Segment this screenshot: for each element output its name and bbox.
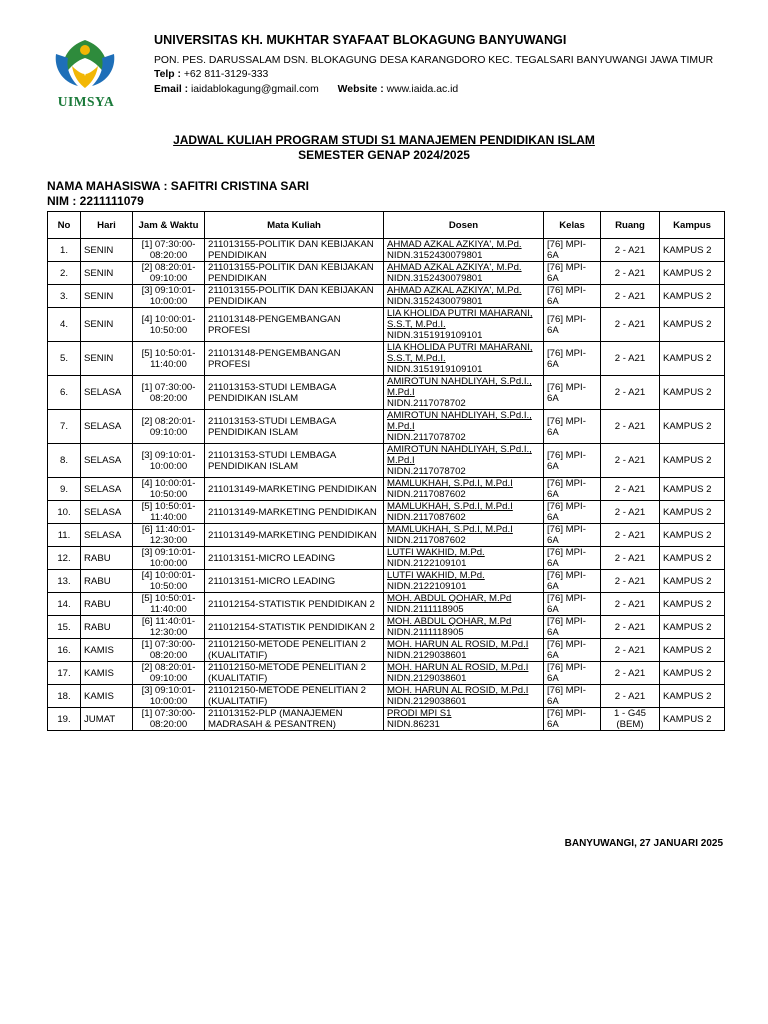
lecturer-name: AHMAD AZKAL AZKIYA', M.Pd. <box>387 285 522 296</box>
class-cell: [76] MPI-6A <box>544 547 601 570</box>
semester-title: SEMESTER GENAP 2024/2025 <box>298 148 470 162</box>
room-cell: 2 - A21 <box>601 478 660 501</box>
row-number: 11. <box>48 524 81 547</box>
course-cell: 211013151-MICRO LEADING <box>205 547 384 570</box>
lecturer-nidn: NIDN.2111118905 <box>387 627 464 638</box>
campus-cell: KAMPUS 2 <box>660 342 725 376</box>
lecturer-nidn: NIDN.3151919109101 <box>387 330 483 341</box>
room-cell: 2 - A21 <box>601 342 660 376</box>
student-name: NAMA MAHASISWA : SAFITRI CRISTINA SARI <box>47 179 309 193</box>
lecturer-cell <box>384 593 544 616</box>
logo-emblem-icon <box>44 32 126 94</box>
lecturer-cell <box>384 262 544 285</box>
lecturer-nidn: NIDN.2117087602 <box>387 535 466 546</box>
course-cell: 211013148-PENGEMBANGAN PROFESI <box>205 308 384 342</box>
lecturer-cell <box>384 570 544 593</box>
table-row <box>48 239 725 262</box>
class-cell: [76] MPI-6A <box>544 570 601 593</box>
lecturer-cell <box>384 478 544 501</box>
day-cell: SELASA <box>81 410 133 444</box>
website-label: Website : <box>337 84 384 95</box>
lecturer-cell <box>384 444 544 478</box>
class-cell: [76] MPI-6A <box>544 524 601 547</box>
course-cell: 211013153-STUDI LEMBAGA PENDIDIKAN ISLAM <box>205 444 384 478</box>
telp-label: Telp : <box>154 69 181 80</box>
table-row <box>48 685 725 708</box>
table-row <box>48 285 725 308</box>
email-label: Email : <box>154 84 189 95</box>
table-row <box>48 376 725 410</box>
course-cell: 211013155-POLITIK DAN KEBIJAKAN PENDIDIKAN <box>205 239 384 262</box>
lecturer-nidn: NIDN.2129038601 <box>387 696 467 707</box>
row-number: 17. <box>48 662 81 685</box>
day-cell: SENIN <box>81 239 133 262</box>
website-value: www.iaida.ac.id <box>386 84 459 95</box>
room-cell: 2 - A21 <box>601 410 660 444</box>
lecturer-cell <box>384 410 544 444</box>
letterhead <box>44 30 734 110</box>
time-cell: [3] 09:10:01-10:00:00 <box>133 685 205 708</box>
contact-line <box>154 82 744 97</box>
time-cell: [4] 10:00:01-10:50:00 <box>133 478 205 501</box>
column-header: Mata Kuliah <box>205 212 384 239</box>
lecturer-name: LUTFI WAKHID, M.Pd. <box>387 547 485 558</box>
course-cell: 211013155-POLITIK DAN KEBIJAKAN PENDIDIKAN <box>205 285 384 308</box>
lecturer-cell <box>384 501 544 524</box>
class-cell: [76] MPI-6A <box>544 444 601 478</box>
room-cell: 2 - A21 <box>601 239 660 262</box>
table-row <box>48 639 725 662</box>
course-cell: 211012150-METODE PENELITIAN 2 (KUALITATIF) <box>205 639 384 662</box>
lecturer-name: MAMLUKHAH, S.Pd.I, M.Pd.I <box>387 501 513 512</box>
lecturer-name: AHMAD AZKAL AZKIYA', M.Pd. <box>387 262 522 273</box>
class-cell: [76] MPI-6A <box>544 662 601 685</box>
row-number: 7. <box>48 410 81 444</box>
table-row <box>48 547 725 570</box>
table-row <box>48 410 725 444</box>
class-cell: [76] MPI-6A <box>544 285 601 308</box>
day-cell: SENIN <box>81 285 133 308</box>
campus-cell: KAMPUS 2 <box>660 639 725 662</box>
lecturer-nidn: NIDN.2117087602 <box>387 489 466 500</box>
room-cell: 2 - A21 <box>601 547 660 570</box>
table-row <box>48 708 725 731</box>
day-cell: SELASA <box>81 501 133 524</box>
time-cell: [1] 07:30:00-08:20:00 <box>133 239 205 262</box>
table-row <box>48 262 725 285</box>
lecturer-cell <box>384 616 544 639</box>
time-cell: [3] 09:10:01-10:00:00 <box>133 444 205 478</box>
signature-date: BANYUWANGI, 27 JANUARI 2025 <box>564 838 723 849</box>
column-header: Kampus <box>660 212 725 239</box>
university-logo <box>44 32 126 112</box>
row-number: 3. <box>48 285 81 308</box>
day-cell: RABU <box>81 570 133 593</box>
day-cell: RABU <box>81 547 133 570</box>
room-cell: 2 - A21 <box>601 662 660 685</box>
class-cell: [76] MPI-6A <box>544 262 601 285</box>
column-header: Dosen <box>384 212 544 239</box>
lecturer-nidn: NIDN.2117078702 <box>387 432 466 443</box>
lecturer-name: MOH. HARUN AL ROSID, M.Pd.I <box>387 639 529 650</box>
campus-cell: KAMPUS 2 <box>660 308 725 342</box>
table-row <box>48 616 725 639</box>
room-cell: 2 - A21 <box>601 501 660 524</box>
class-cell: [76] MPI-6A <box>544 376 601 410</box>
lecturer-nidn: NIDN.86231 <box>387 719 440 730</box>
campus-cell: KAMPUS 2 <box>660 662 725 685</box>
lecturer-cell <box>384 524 544 547</box>
lecturer-nidn: NIDN.2117078702 <box>387 466 466 477</box>
campus-cell: KAMPUS 2 <box>660 547 725 570</box>
class-cell: [76] MPI-6A <box>544 308 601 342</box>
lecturer-cell <box>384 376 544 410</box>
campus-cell: KAMPUS 2 <box>660 593 725 616</box>
lecturer-name: PRODI MPI S1 <box>387 708 452 719</box>
lecturer-name: LIA KHOLIDA PUTRI MAHARANI, S.S.T, M.Pd.I. <box>387 342 533 364</box>
room-cell: 2 - A21 <box>601 616 660 639</box>
lecturer-name: AMIROTUN NAHDLIYAH, S.Pd.I., M.Pd.I <box>387 376 532 398</box>
time-cell: [6] 11:40:01-12:30:00 <box>133 524 205 547</box>
row-number: 18. <box>48 685 81 708</box>
row-number: 15. <box>48 616 81 639</box>
room-cell: 2 - A21 <box>601 285 660 308</box>
time-cell: [2] 08:20:01-09:10:00 <box>133 410 205 444</box>
time-cell: [1] 07:30:00-08:20:00 <box>133 639 205 662</box>
day-cell: SELASA <box>81 478 133 501</box>
lecturer-name: LIA KHOLIDA PUTRI MAHARANI, S.S.T, M.Pd.I. <box>387 308 533 330</box>
time-cell: [5] 10:50:01-11:40:00 <box>133 593 205 616</box>
course-cell: 211012154-STATISTIK PENDIDIKAN 2 <box>205 593 384 616</box>
class-cell: [76] MPI-6A <box>544 410 601 444</box>
day-cell: KAMIS <box>81 685 133 708</box>
room-cell: 2 - A21 <box>601 262 660 285</box>
lecturer-cell <box>384 285 544 308</box>
campus-cell: KAMPUS 2 <box>660 570 725 593</box>
lecturer-nidn: NIDN.2122109101 <box>387 581 467 592</box>
row-number: 1. <box>48 239 81 262</box>
class-cell: [76] MPI-6A <box>544 501 601 524</box>
row-number: 6. <box>48 376 81 410</box>
campus-cell: KAMPUS 2 <box>660 685 725 708</box>
telp-value: +62 811-3129-333 <box>183 69 269 80</box>
time-cell: [3] 09:10:01-10:00:00 <box>133 547 205 570</box>
time-cell: [4] 10:00:01-10:50:00 <box>133 570 205 593</box>
time-cell: [4] 10:00:01-10:50:00 <box>133 308 205 342</box>
lecturer-nidn: NIDN.2129038601 <box>387 650 467 661</box>
time-cell: [1] 07:30:00-08:20:00 <box>133 376 205 410</box>
lecturer-cell <box>384 662 544 685</box>
lecturer-nidn: NIDN.3152430079801 <box>387 250 483 261</box>
row-number: 8. <box>48 444 81 478</box>
course-cell: 211013155-POLITIK DAN KEBIJAKAN PENDIDIKAN <box>205 262 384 285</box>
university-name: UNIVERSITAS KH. MUKHTAR SYAFAAT BLOKAGUNG BANYUWANGI <box>154 33 567 47</box>
logo-text: UIMSYA <box>57 94 115 109</box>
lecturer-cell <box>384 639 544 662</box>
day-cell: SELASA <box>81 444 133 478</box>
table-row <box>48 478 725 501</box>
class-cell: [76] MPI-6A <box>544 708 601 731</box>
lecturer-nidn: NIDN.2122109101 <box>387 558 467 569</box>
campus-cell: KAMPUS 2 <box>660 501 725 524</box>
table-header-row <box>48 212 725 239</box>
student-nim: NIM : 2211111079 <box>47 194 144 208</box>
document-title: JADWAL KULIAH PROGRAM STUDI S1 MANAJEMEN PENDIDIKAN ISLAM <box>173 133 595 147</box>
course-cell: 211013148-PENGEMBANGAN PROFESI <box>205 342 384 376</box>
lecturer-cell <box>384 342 544 376</box>
schedule-table <box>47 211 725 731</box>
lecturer-name: MOH. ABDUL QOHAR, M.Pd <box>387 593 512 604</box>
day-cell: SENIN <box>81 342 133 376</box>
day-cell: SENIN <box>81 262 133 285</box>
row-number: 12. <box>48 547 81 570</box>
lecturer-name: AHMAD AZKAL AZKIYA', M.Pd. <box>387 239 522 250</box>
lecturer-nidn: NIDN.2129038601 <box>387 673 467 684</box>
time-cell: [5] 10:50:01-11:40:00 <box>133 501 205 524</box>
email-value: iaidablokagung@gmail.com <box>190 84 319 95</box>
row-number: 4. <box>48 308 81 342</box>
column-header: Kelas <box>544 212 601 239</box>
room-cell: 2 - A21 <box>601 639 660 662</box>
day-cell: KAMIS <box>81 662 133 685</box>
room-cell: 2 - A21 <box>601 685 660 708</box>
room-cell: 2 - A21 <box>601 593 660 616</box>
table-row <box>48 342 725 376</box>
lecturer-nidn: NIDN.3152430079801 <box>387 296 483 307</box>
student-info <box>47 179 309 209</box>
lecturer-name: MOH. ABDUL QOHAR, M.Pd <box>387 616 512 627</box>
lecturer-name: AMIROTUN NAHDLIYAH, S.Pd.I., M.Pd.I <box>387 444 532 466</box>
course-cell: 211013149-MARKETING PENDIDIKAN <box>205 524 384 547</box>
table-row <box>48 570 725 593</box>
room-cell: 2 - A21 <box>601 308 660 342</box>
class-cell: [76] MPI-6A <box>544 342 601 376</box>
room-cell: 2 - A21 <box>601 524 660 547</box>
table-row <box>48 593 725 616</box>
course-cell: 211013153-STUDI LEMBAGA PENDIDIKAN ISLAM <box>205 376 384 410</box>
campus-cell: KAMPUS 2 <box>660 616 725 639</box>
lecturer-nidn: NIDN.2117087602 <box>387 512 466 523</box>
course-cell: 211012150-METODE PENELITIAN 2 (KUALITATIF) <box>205 685 384 708</box>
course-cell: 211013153-STUDI LEMBAGA PENDIDIKAN ISLAM <box>205 410 384 444</box>
campus-cell: KAMPUS 2 <box>660 262 725 285</box>
row-number: 14. <box>48 593 81 616</box>
course-cell: 211012154-STATISTIK PENDIDIKAN 2 <box>205 616 384 639</box>
lecturer-name: MAMLUKHAH, S.Pd.I, M.Pd.I <box>387 524 513 535</box>
course-cell: 211013152-PLP (MANAJEMEN MADRASAH & PESANTREN) <box>205 708 384 731</box>
room-cell: 2 - A21 <box>601 444 660 478</box>
lecturer-cell <box>384 685 544 708</box>
room-cell: 2 - A21 <box>601 570 660 593</box>
university-address: PON. PES. DARUSSALAM DSN. BLOKAGUNG DESA KARANGDORO KEC. TEGALSARI BANYUWANGI JAWA TIMUR <box>154 55 714 66</box>
time-cell: [2] 08:20:01-09:10:00 <box>133 662 205 685</box>
course-cell: 211012150-METODE PENELITIAN 2 (KUALITATIF) <box>205 662 384 685</box>
lecturer-cell <box>384 547 544 570</box>
lecturer-name: MOH. HARUN AL ROSID, M.Pd.I <box>387 662 529 673</box>
time-cell: [5] 10:50:01-11:40:00 <box>133 342 205 376</box>
room-cell: 2 - A21 <box>601 376 660 410</box>
row-number: 9. <box>48 478 81 501</box>
lecturer-name: AMIROTUN NAHDLIYAH, S.Pd.I., M.Pd.I <box>387 410 532 432</box>
lecturer-nidn: NIDN.3151919109101 <box>387 364 483 375</box>
campus-cell: KAMPUS 2 <box>660 376 725 410</box>
class-cell: [76] MPI-6A <box>544 593 601 616</box>
letterhead-info <box>154 32 744 97</box>
day-cell: RABU <box>81 616 133 639</box>
column-header: Ruang <box>601 212 660 239</box>
table-row <box>48 444 725 478</box>
day-cell: KAMIS <box>81 639 133 662</box>
class-cell: [76] MPI-6A <box>544 616 601 639</box>
lecturer-nidn: NIDN.2111118905 <box>387 604 464 615</box>
room-cell: 1 - G45 (BEM) <box>601 708 660 731</box>
row-number: 19. <box>48 708 81 731</box>
campus-cell: KAMPUS 2 <box>660 410 725 444</box>
class-cell: [76] MPI-6A <box>544 239 601 262</box>
course-cell: 211013151-MICRO LEADING <box>205 570 384 593</box>
column-header: Hari <box>81 212 133 239</box>
row-number: 2. <box>48 262 81 285</box>
lecturer-cell <box>384 239 544 262</box>
lecturer-cell <box>384 308 544 342</box>
time-cell: [6] 11:40:01-12:30:00 <box>133 616 205 639</box>
day-cell: SELASA <box>81 376 133 410</box>
lecturer-name: MOH. HARUN AL ROSID, M.Pd.I <box>387 685 529 696</box>
column-header: Jam & Waktu <box>133 212 205 239</box>
lecturer-name: LUTFI WAKHID, M.Pd. <box>387 570 485 581</box>
time-cell: [2] 08:20:01-09:10:00 <box>133 262 205 285</box>
time-cell: [1] 07:30:00-08:20:00 <box>133 708 205 731</box>
day-cell: SELASA <box>81 524 133 547</box>
course-cell: 211013149-MARKETING PENDIDIKAN <box>205 478 384 501</box>
campus-cell: KAMPUS 2 <box>660 444 725 478</box>
lecturer-cell <box>384 708 544 731</box>
telephone-line <box>154 67 744 82</box>
lecturer-nidn: NIDN.3152430079801 <box>387 273 483 284</box>
day-cell: RABU <box>81 593 133 616</box>
table-row <box>48 524 725 547</box>
campus-cell: KAMPUS 2 <box>660 708 725 731</box>
class-cell: [76] MPI-6A <box>544 478 601 501</box>
campus-cell: KAMPUS 2 <box>660 478 725 501</box>
class-cell: [76] MPI-6A <box>544 685 601 708</box>
campus-cell: KAMPUS 2 <box>660 239 725 262</box>
row-number: 10. <box>48 501 81 524</box>
lecturer-nidn: NIDN.2117078702 <box>387 398 466 409</box>
class-cell: [76] MPI-6A <box>544 639 601 662</box>
schedule-body <box>48 239 725 731</box>
row-number: 13. <box>48 570 81 593</box>
campus-cell: KAMPUS 2 <box>660 524 725 547</box>
campus-cell: KAMPUS 2 <box>660 285 725 308</box>
column-header: No <box>48 212 81 239</box>
day-cell: SENIN <box>81 308 133 342</box>
time-cell: [3] 09:10:01-10:00:00 <box>133 285 205 308</box>
day-cell: JUMAT <box>81 708 133 731</box>
row-number: 5. <box>48 342 81 376</box>
row-number: 16. <box>48 639 81 662</box>
table-row <box>48 662 725 685</box>
lecturer-name: MAMLUKHAH, S.Pd.I, M.Pd.I <box>387 478 513 489</box>
table-row <box>48 501 725 524</box>
table-row <box>48 308 725 342</box>
course-cell: 211013149-MARKETING PENDIDIKAN <box>205 501 384 524</box>
